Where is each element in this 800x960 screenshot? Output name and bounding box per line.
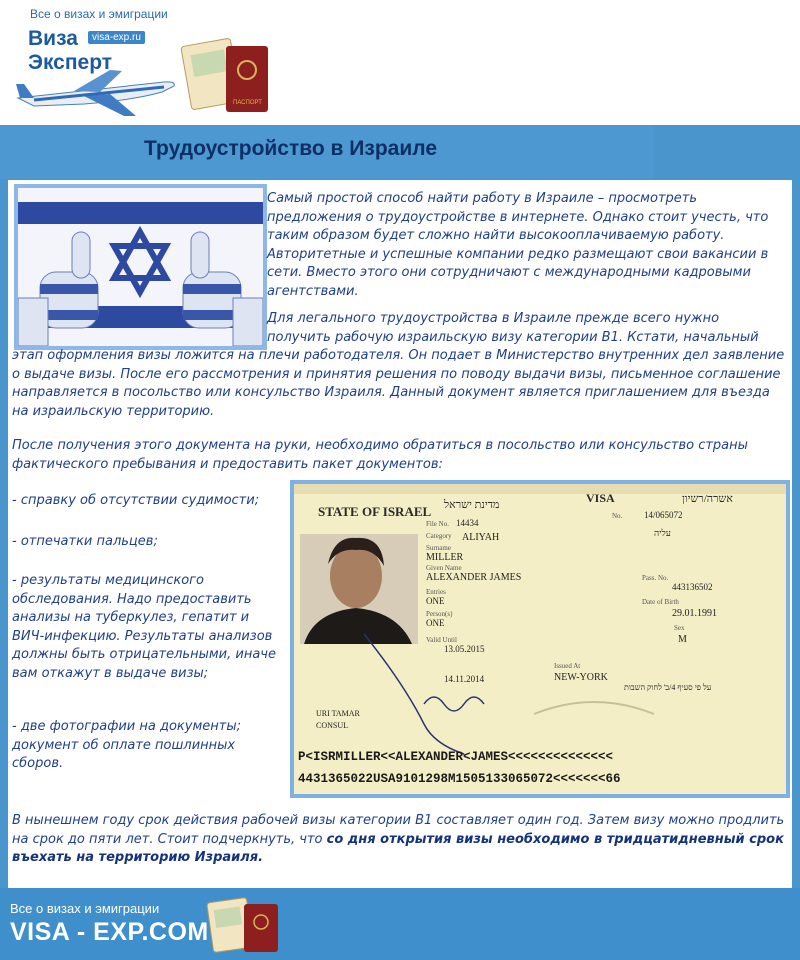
flag-illustration [18, 188, 263, 346]
svg-text:MILLER: MILLER [426, 552, 464, 563]
logo-word-visa: Виза [28, 27, 78, 50]
validity-text: В нынешнем году срок действия рабочей визы категории B1 составляет один год. Затем визу можно продлить на срок до пяти лет. Стоит подчеркнуть, что [12, 813, 785, 847]
logo-word-expert: Эксперт [28, 51, 113, 74]
validity-emphasis: со дня открытия визы необходимо в тридцатидневный срок въехать на территорию Израиля. [12, 831, 784, 865]
paragraph-intro: Самый простой способ найти работу в Израиле – просмотреть предложения о трудоустройстве в интернете. Однако стоит учесть, что таким образом будет сложно найти высокооплачиваемую работу. Авторитетные и успешные компании редко размещают свои вакансии в сети. Вместо этого они сотрудничают с международными кадровыми агентствами. [267, 191, 769, 299]
svg-text:מדינת ישראל: מדינת ישראל [444, 499, 500, 511]
svg-text:Sex: Sex [674, 624, 685, 632]
svg-text:P<ISRMILLER<<ALEXANDER<JAMES<<: P<ISRMILLER<<ALEXANDER<JAMES<<<<<<<<<<<<<< [298, 750, 614, 764]
svg-text:על פי סעיף 4/ב' לחוק השבות: על פי סעיף 4/ב' לחוק השבות [624, 683, 712, 692]
svg-text:ONE: ONE [426, 596, 445, 606]
svg-text:14434: 14434 [456, 518, 479, 528]
svg-text:Date of Birth: Date of Birth [642, 598, 679, 606]
svg-text:Valid Until: Valid Until [426, 636, 457, 644]
svg-text:M: M [678, 634, 687, 645]
svg-text:STATE OF ISRAEL: STATE OF ISRAEL [318, 504, 432, 519]
paragraph-legal-b: этап оформления визы ложится на плечи работодателя. Он подает в Министерство внутренних дел заявление о выдаче визы. После его рассмотрения и принятия решения по поводу выдачи визы, письменное соглашение направляется в посольство или консульство Израиля. Данный документ является приглашением для въезда на израильскую территорию. [12, 348, 785, 419]
list-item: - отпечатки пальцев; [12, 534, 158, 549]
airplane-icon [16, 70, 174, 116]
footer-tagline: Все о визах и эмиграции [10, 901, 160, 916]
svg-text:443136502: 443136502 [672, 582, 713, 592]
svg-text:VISA: VISA [586, 491, 615, 505]
svg-text:ONE: ONE [426, 618, 445, 628]
svg-text:Given Name: Given Name [426, 564, 462, 572]
logo-domain-badge: visa-exp.ru [88, 31, 145, 44]
paragraph-documents-intro: После получения этого документа на руки, необходимо обратиться в посольство или консульство страны фактического пребывания и предоставить пакет документов: [12, 438, 748, 472]
title-band [0, 125, 654, 179]
site-tagline: Все о визах и эмиграции [30, 7, 168, 21]
list-item: - две фотографии на документы; документ об оплате пошлинных сборов. [12, 719, 241, 771]
israel-visa-image [290, 480, 790, 798]
page-title: Трудоустройство в Израиле [144, 137, 437, 160]
applicant-photo [300, 534, 418, 644]
footer-passport-icon [206, 894, 286, 954]
svg-text:Entries: Entries [426, 588, 446, 596]
svg-text:13.05.2015: 13.05.2015 [444, 644, 485, 654]
footer-brand-link[interactable]: VISA - EXP.COM [10, 918, 209, 946]
article-panel [8, 180, 792, 888]
svg-text:ПАСПОРТ: ПАСПОРТ [233, 100, 262, 106]
svg-text:עליה: עליה [654, 528, 671, 538]
svg-text:URI TAMAR: URI TAMAR [316, 709, 360, 718]
svg-text:ALIYAH: ALIYAH [462, 532, 500, 543]
svg-text:4431365022USA9101298M150513306: 4431365022USA9101298M1505133065072<<<<<<<66 [298, 772, 621, 786]
passport-icon [181, 38, 268, 112]
svg-text:Person(s): Person(s) [426, 610, 453, 618]
svg-text:ALEXANDER JAMES: ALEXANDER JAMES [426, 572, 522, 583]
svg-text:NEW-YORK: NEW-YORK [554, 672, 608, 683]
svg-text:No.: No. [612, 512, 623, 520]
svg-text:CONSUL: CONSUL [316, 721, 349, 730]
list-item: - справку об отсутствии судимости; [12, 493, 260, 508]
site-header [0, 0, 800, 125]
paragraph-legal-a: Для легального трудоустройства в Израиле прежде всего нужно получить рабочую израильскую визу категории B1. Кстати, начальный [267, 311, 759, 345]
paragraph-validity [12, 812, 788, 868]
list-item: - результаты медицинского обследования. Надо предоставить анализы на туберкулез, гепатит и ВИЧ-инфекцию. Результаты анализов должны быть отрицательными, иначе вам откажут в выдаче визы; [12, 573, 276, 681]
svg-text:Surname: Surname [426, 544, 451, 552]
svg-text:Issued At: Issued At [554, 662, 581, 670]
visa-document [294, 484, 786, 794]
svg-text:Pass. No.: Pass. No. [642, 574, 669, 582]
svg-text:Category: Category [426, 532, 452, 540]
site-logo[interactable] [14, 24, 272, 120]
site-footer [0, 888, 800, 960]
svg-text:14.11.2014: 14.11.2014 [444, 674, 485, 684]
svg-text:אשרה/רשיון: אשרה/רשיון [682, 493, 733, 505]
svg-text:File No.: File No. [426, 520, 449, 528]
svg-text:29.01.1991: 29.01.1991 [672, 608, 717, 619]
israel-flag-hands-image [14, 184, 267, 350]
svg-text:14/065072: 14/065072 [644, 510, 683, 520]
